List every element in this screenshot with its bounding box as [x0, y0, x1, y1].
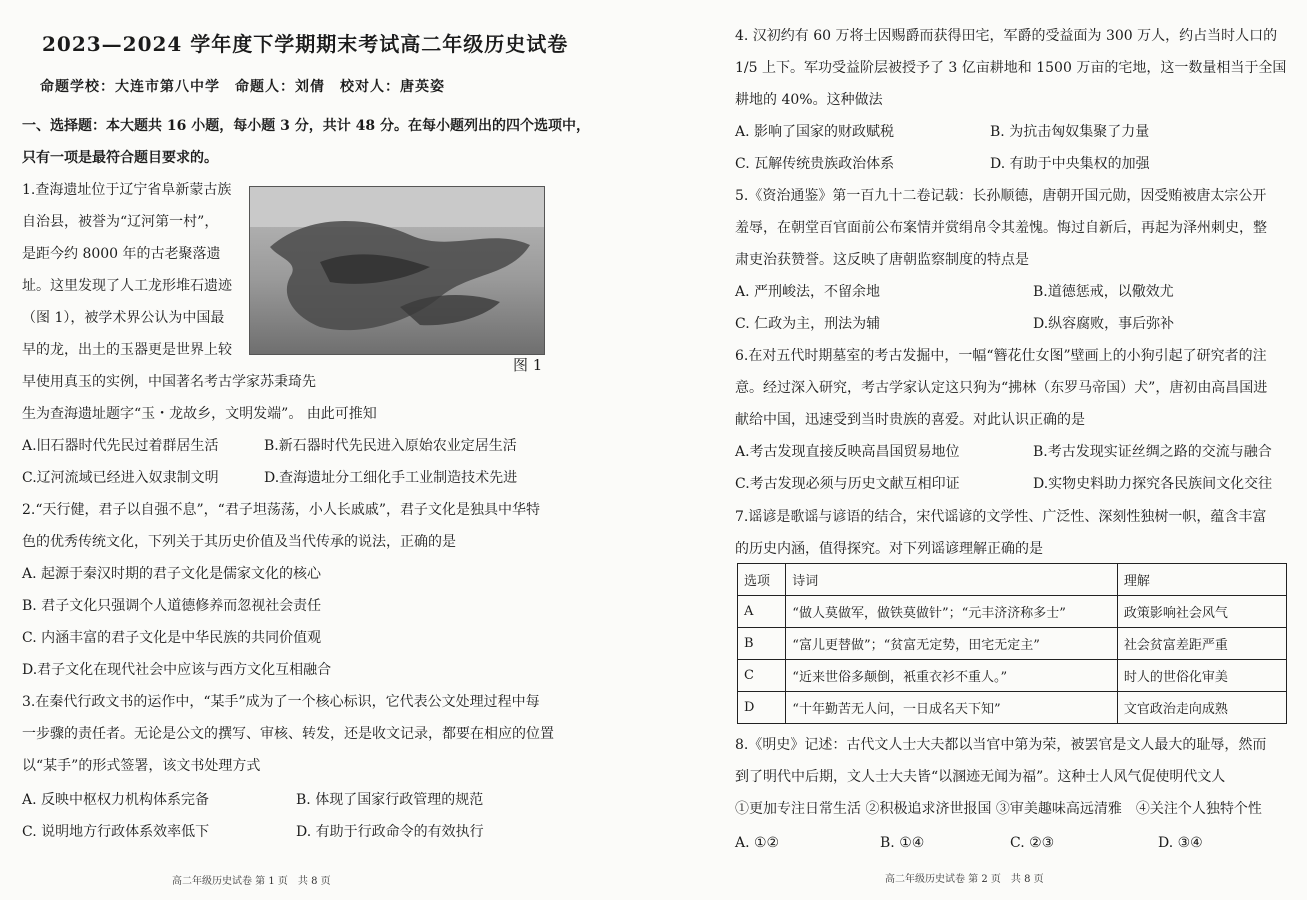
q6-option-d: D.实物史料助力探究各民族间文化交往	[1033, 476, 1273, 492]
dragon-stone-site-photo	[249, 186, 545, 355]
table-header-cell: 诗词	[786, 564, 1118, 596]
q4-option-a: A. 影响了国家的财政赋税	[735, 124, 895, 140]
q7-text-line: 7.谣谚是歌谣与谚语的结合，宋代谣谚的文学性、广泛性、深刻性独树一帜，蕴含丰富	[735, 509, 1267, 525]
q8-text-line: 8.《明史》记述：古代文人士大夫都以当官中第为荣，被罢官是文人最大的耻辱，然而	[735, 737, 1267, 753]
table-cell: 政策影响社会风气	[1117, 596, 1286, 628]
table-cell: “做人莫做军，做铁莫做针”；“元丰济济称多士”	[786, 596, 1118, 628]
q4-text-line: 1/5 上下。军功受益阶层被授予了 3 亿亩耕地和 1500 万亩的宅地，这一数量相当于全国	[735, 60, 1287, 76]
q6-option-b: B.考古发现实证丝绸之路的交流与融合	[1033, 444, 1272, 460]
q2-option-a: A. 起源于秦汉时期的君子文化是儒家文化的核心	[22, 566, 322, 582]
table-row	[738, 692, 1287, 724]
q2-option-b: B. 君子文化只强调个人道德修养而忽视社会责任	[22, 598, 322, 614]
figure-caption: 图 1	[513, 356, 543, 374]
table-cell: “十年勤苦无人问，一日成名天下知”	[786, 692, 1118, 724]
q8-text-line: 到了明代中后期，文人士大夫皆“以溷迹无闻为福”。这种士人风气促使明代文人	[735, 769, 1226, 785]
table-cell: C	[738, 660, 786, 692]
exam-title: 2023—2024 学年度下学期期末考试高二年级历史试卷	[42, 32, 569, 56]
q1-text-line: （图 1），被学术界公认为中国最	[22, 310, 225, 326]
q4-option-b: B. 为抗击匈奴集聚了力量	[990, 124, 1150, 140]
table-header-cell: 理解	[1117, 564, 1286, 596]
q2-option-d: D.君子文化在现代社会中应该与西方文化互相融合	[22, 662, 332, 678]
section-instruction-line-2: 只有一项是最符合题目要求的。	[22, 150, 218, 166]
exam-authors: 命题学校：大连市第八中学 命题人：刘倩 校对人：唐英姿	[40, 79, 445, 95]
table-row	[738, 628, 1287, 660]
page-footer: 高二年级历史试卷 第 2 页 共 8 页	[885, 874, 1044, 885]
q2-text-line: 色的优秀传统文化，下列关于其历史价值及当代传承的说法，正确的是	[22, 534, 456, 550]
q1-text-line: 址。这里发现了人工龙形堆石遗迹	[22, 278, 232, 294]
table-row	[738, 660, 1287, 692]
q5-option-b: B.道德惩戒，以儆效尤	[1033, 284, 1174, 300]
q7-table	[737, 563, 1287, 724]
table-cell: A	[738, 596, 786, 628]
q2-option-c: C. 内涵丰富的君子文化是中华民族的共同价值观	[22, 630, 322, 646]
q1-text-line: 自治县，被誉为“辽河第一村”，	[22, 214, 219, 230]
q5-option-d: D.纵容腐败，事后弥补	[1033, 316, 1175, 332]
q3-option-c: C. 说明地方行政体系效率低下	[22, 824, 210, 840]
q5-text-line: 羞辱，在朝堂百官面前公布案情并赏绢帛令其羞愧。悔过自新后，再起为泽州刺史，整	[735, 220, 1267, 236]
q3-option-a: A. 反映中枢权力机构体系完备	[22, 792, 210, 808]
q1-text-line: 生为查海遗址题字“玉・龙故乡，文明发端”。 由此可推知	[22, 406, 377, 422]
table-cell: B	[738, 628, 786, 660]
q1-text-line: 1.查海遗址位于辽宁省阜新蒙古族	[22, 182, 232, 198]
q6-text-line: 6.在对五代时期墓室的考古发掘中，一幅“簪花仕女图”壁画上的小狗引起了研究者的注	[735, 348, 1267, 364]
q8-option-a: A. ①②	[735, 835, 780, 851]
q3-text-line: 以“某手”的形式签署，该文书处理方式	[22, 758, 261, 774]
q1-option-a: A.旧石器时代先民过着群居生活	[22, 438, 219, 454]
q4-option-d: D. 有助于中央集权的加强	[990, 156, 1150, 172]
q1-option-d: D.查海遗址分工细化手工业制造技术先进	[264, 470, 518, 486]
q3-text-line: 一步骤的责任者。无论是公文的撰写、审核、转发，还是收文记录，都要在相应的位置	[22, 726, 554, 742]
q3-option-d: D. 有助于行政命令的有效执行	[296, 824, 484, 840]
table-cell: “近来世俗多颠倒，衹重衣衫不重人。”	[786, 660, 1118, 692]
q5-option-a: A. 严刑峻法，不留余地	[735, 284, 881, 300]
table-cell: “富儿更替做”；“贫富无定势，田宅无定主”	[786, 628, 1118, 660]
q5-text-line: 5.《资治通鉴》第一百九十二卷记载：长孙顺德，唐朝开国元勋，因受贿被唐太宗公开	[735, 188, 1267, 204]
table-cell: 文官政治走向成熟	[1117, 692, 1286, 724]
q3-text-line: 3.在秦代行政文书的运作中，“某手”成为了一个核心标识，它代表公文处理过程中每	[22, 694, 540, 710]
q8-statements: ①更加专注日常生活 ②积极追求济世报国 ③审美趣味高远清雅 ④关注个人独特个性	[735, 801, 1262, 817]
q6-option-c: C.考古发现必须与历史文献互相印证	[735, 476, 960, 492]
q4-option-c: C. 瓦解传统贵族政治体系	[735, 156, 895, 172]
table-cell: D	[738, 692, 786, 724]
table-row	[738, 596, 1287, 628]
q4-text-line: 4. 汉初约有 60 万将士因赐爵而获得田宅，军爵的受益面为 300 万人，约占当时人口的	[735, 28, 1278, 44]
q1-option-c: C.辽河流域已经进入奴隶制文明	[22, 470, 219, 486]
page-footer: 高二年级历史试卷 第 1 页 共 8 页	[172, 876, 331, 887]
exam-page-1	[0, 0, 653, 900]
section-instruction-line-1: 一、选择题：本大题共 16 小题，每小题 3 分，共计 48 分。在每小题列出的四个选项中，	[22, 118, 590, 134]
q8-option-b: B. ①④	[880, 835, 925, 851]
q1-option-b: B.新石器时代先民进入原始农业定居生活	[264, 438, 517, 454]
q8-option-c: C. ②③	[1010, 835, 1055, 851]
q8-option-d: D. ③④	[1158, 835, 1203, 851]
table-cell: 社会贫富差距严重	[1117, 628, 1286, 660]
q5-text-line: 肃吏治获赞誉。这反映了唐朝监察制度的特点是	[735, 252, 1029, 268]
q1-text-line: 早使用真玉的实例，中国著名考古学家苏秉琦先	[22, 374, 316, 390]
q1-text-line: 早的龙，出土的玉器更是世界上较	[22, 342, 232, 358]
table-header-cell: 选项	[738, 564, 786, 596]
table-header-row	[738, 564, 1287, 596]
q6-option-a: A.考古发现直接反映高昌国贸易地位	[735, 444, 960, 460]
q2-text-line: 2.“天行健，君子以自强不息”，“君子坦荡荡，小人长戚戚”，君子文化是独具中华特	[22, 502, 540, 518]
q3-option-b: B. 体现了国家行政管理的规范	[296, 792, 484, 808]
q5-option-c: C. 仁政为主，刑法为辅	[735, 316, 881, 332]
q1-text-line: 是距今约 8000 年的古老聚落遗	[22, 246, 221, 262]
q4-text-line: 耕地的 40%。这种做法	[735, 92, 883, 108]
q7-text-line: 的历史内涵，值得探究。对下列谣谚理解正确的是	[735, 541, 1043, 557]
table-cell: 时人的世俗化审美	[1117, 660, 1286, 692]
q6-text-line: 意。经过深入研究，考古学家认定这只狗为“拂林（东罗马帝国）犬”，唐初由高昌国进	[735, 380, 1268, 396]
q6-text-line: 献给中国，迅速受到当时贵族的喜爱。对此认识正确的是	[735, 412, 1085, 428]
